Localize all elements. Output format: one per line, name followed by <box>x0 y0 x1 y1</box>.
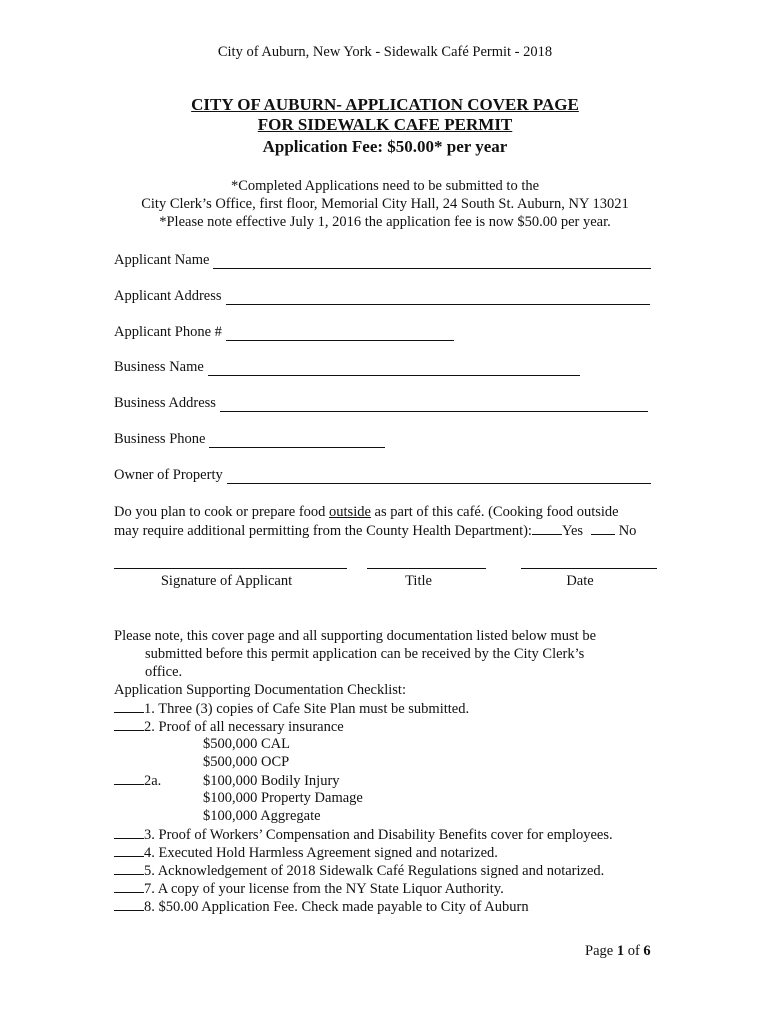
checklist-item: 2a. $100,000 Bodily Injury <box>114 771 613 789</box>
checklist-item: 4. Executed Hold Harmless Agreement signed and notarized. <box>114 843 613 861</box>
checklist-blank-1[interactable] <box>114 699 144 713</box>
applicant-phone-label: Applicant Phone # <box>114 324 222 340</box>
applicant-phone-row <box>114 324 454 341</box>
business-phone-row <box>114 431 385 448</box>
checklist-blank-2[interactable] <box>114 717 144 731</box>
applicant-phone-field[interactable] <box>226 326 454 341</box>
cook-question-line-2: may require additional permitting from the County Health Department): <box>114 523 532 539</box>
insurance-bodily-injury: $100,000 Bodily Injury <box>203 773 340 789</box>
business-address-row <box>114 395 648 412</box>
business-address-label: Business Address <box>114 395 216 411</box>
notice-line-1: *Completed Applications need to be submitted to the <box>230 178 540 194</box>
checklist-blank-7[interactable] <box>114 879 144 893</box>
submission-note <box>114 627 596 681</box>
applicant-name-field[interactable] <box>213 254 651 269</box>
checklist-blank-3[interactable] <box>114 825 144 839</box>
note-line-1: Please note, this cover page and all supporting documentation listed below must be <box>114 628 597 644</box>
checklist-item: 8. $50.00 Application Fee. Check made payable to City of Auburn <box>114 897 613 915</box>
checklist-blank-8[interactable] <box>114 897 144 911</box>
title-label: Title <box>405 573 432 589</box>
notice-line-2: City Clerk’s Office, first floor, Memorial City Hall, 24 South St. Auburn, NY 13021 <box>141 196 629 212</box>
business-phone-field[interactable] <box>209 433 385 448</box>
checklist-item: 2. Proof of all necessary insurance <box>114 717 613 735</box>
date-label: Date <box>566 573 594 589</box>
business-phone-label: Business Phone <box>114 431 206 447</box>
yes-blank[interactable] <box>532 521 562 535</box>
cook-question-outside: outside <box>329 504 371 520</box>
checklist-blank-2a[interactable] <box>114 771 144 785</box>
insurance-ocp: $500,000 OCP <box>203 754 290 770</box>
applicant-name-label: Applicant Name <box>114 252 210 268</box>
owner-of-property-field[interactable] <box>227 469 651 484</box>
signature-label: Signature of Applicant <box>160 573 293 589</box>
checklist-item: 3. Proof of Workers’ Compensation and Disability Benefits cover for employees. <box>114 825 613 843</box>
page-header: City of Auburn, New York - Sidewalk Café Permit - 2018 <box>217 44 553 60</box>
page-number: Page 1 of 6 <box>585 943 651 959</box>
insurance-cal: $500,000 CAL <box>203 736 290 752</box>
title-line-2: FOR SIDEWALK CAFE PERMIT <box>257 115 513 134</box>
checklist-heading: Application Supporting Documentation Checklist: <box>114 682 406 698</box>
signature-line[interactable] <box>114 568 347 569</box>
business-name-field[interactable] <box>208 361 580 376</box>
owner-of-property-row <box>114 467 651 484</box>
note-line-2: submitted before this permit application can be received by the City Clerk’s <box>145 646 585 662</box>
yes-label: Yes <box>561 523 584 539</box>
no-label: No <box>618 523 637 539</box>
applicant-name-row <box>114 252 651 269</box>
checklist-blank-4[interactable] <box>114 843 144 857</box>
note-line-3: office. <box>145 664 183 680</box>
business-name-label: Business Name <box>114 359 204 375</box>
checklist-item: 5. Acknowledgement of 2018 Sidewalk Café Regulations signed and notarized. <box>114 861 613 879</box>
no-blank[interactable] <box>591 521 615 535</box>
insurance-aggregate: $100,000 Aggregate <box>203 808 321 824</box>
checklist-blank-5[interactable] <box>114 861 144 875</box>
applicant-address-field[interactable] <box>226 290 650 305</box>
applicant-address-label: Applicant Address <box>114 288 222 304</box>
owner-of-property-label: Owner of Property <box>114 467 223 483</box>
title-line-1: CITY OF AUBURN- APPLICATION COVER PAGE <box>191 95 579 114</box>
cook-question <box>114 503 636 540</box>
applicant-address-row <box>114 288 650 305</box>
cook-question-text-cont: as part of this café. (Cooking food outside <box>370 504 619 520</box>
checklist-item: 1. Three (3) copies of Cafe Site Plan must be submitted. <box>114 699 613 717</box>
documentation-checklist <box>114 681 613 915</box>
business-address-field[interactable] <box>220 397 648 412</box>
insurance-property-damage: $100,000 Property Damage <box>203 790 363 806</box>
checklist-item: 7. A copy of your license from the NY State Liquor Authority. <box>114 879 613 897</box>
cook-question-text: Do you plan to cook or prepare food <box>114 504 330 520</box>
title-line[interactable] <box>367 568 486 569</box>
notice-line-3: *Please note effective July 1, 2016 the application fee is now $50.00 per year. <box>159 214 611 230</box>
business-name-row <box>114 359 580 376</box>
date-line[interactable] <box>521 568 657 569</box>
application-fee-title: Application Fee: $50.00* per year <box>262 137 508 156</box>
